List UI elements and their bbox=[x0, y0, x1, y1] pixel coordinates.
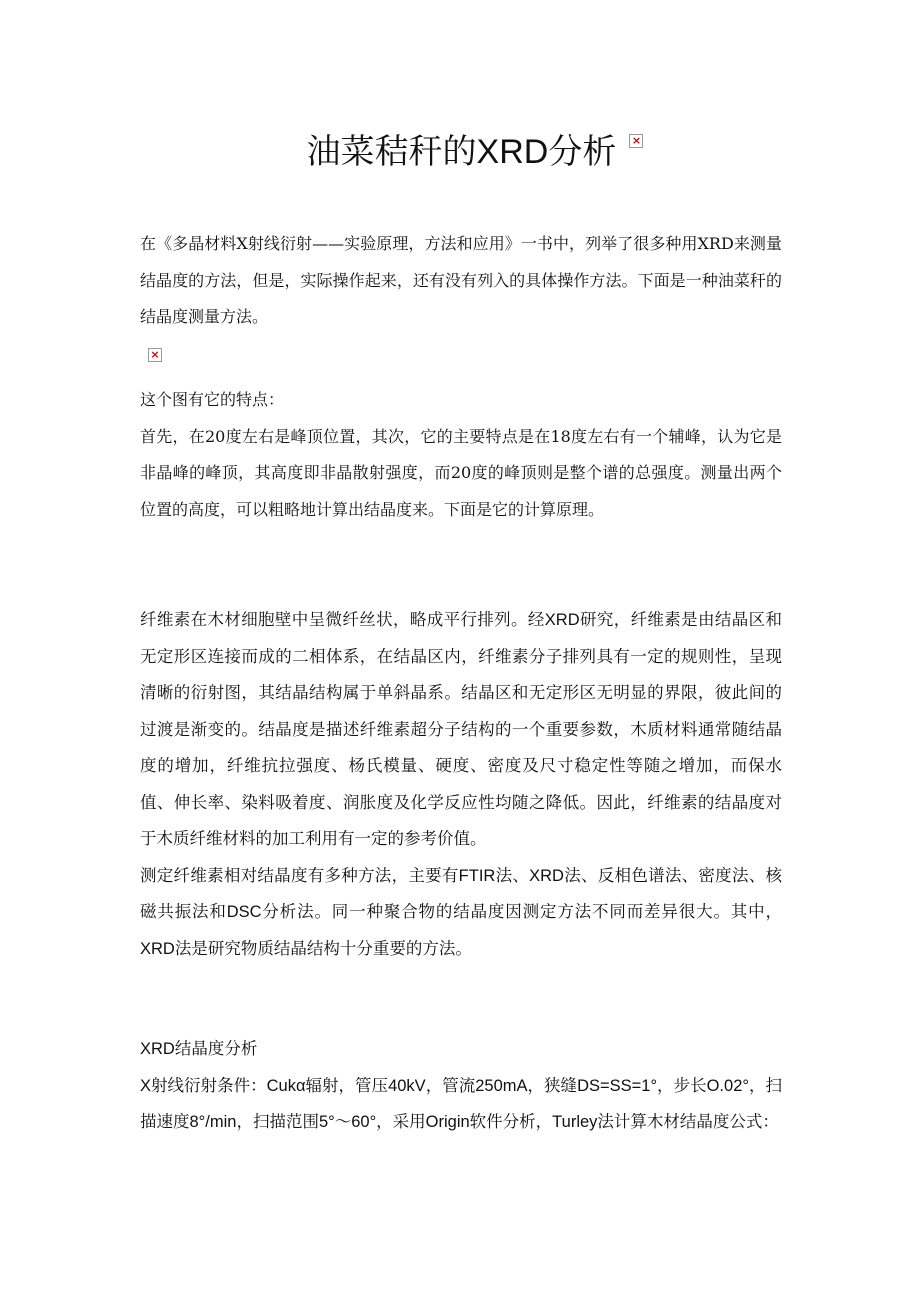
cellulose-paragraph: 纤维素在木材细胞壁中呈微纤丝状，略成平行排列。经XRD研究，纤维素是由结晶区和无定形区连接而成的二相体系，在结晶区内，纤维素分子排列具有一定的规则性，呈现清晰的衍射图，其结晶结构属于单斜晶系。结晶区和无定形区无明显的界限，彼此间的过渡是渐变的。结晶度是描述纤维素超分子结构的一个重要参数，木质材料通常随结晶度的增加，纤维抗拉强度、杨氏模量、硬度、密度及尺寸稳定性等随之增加，而保水值、伸长率、染料吸着度、润胀度及化学反应性均随之降低。因此，纤维素的结晶度对于木质纤维材料的加工利用有一定的参考价值。 bbox=[140, 611, 782, 848]
methods-paragraph: 测定纤维素相对结晶度有多种方法，主要有FTIR法、XRD法、反相色谱法、密度法、核磁共振法和DSC分析法。同一种聚合物的结晶度因测定方法不同而差异很大。其中，XRD法是研究物质结晶结构十分重要的方法。 bbox=[140, 866, 782, 958]
xrd-conditions-paragraph: X射线衍射条件：Cukα辐射，管压40kV，管流250mA，狭缝DS=SS=1°，步长O.02°，扫描速度8°/min，扫描范围5°～60°，采用Origin软件分析，Turley法计算木材结晶度公式： bbox=[140, 1076, 782, 1131]
broken-image-icon: × bbox=[148, 348, 162, 362]
figure-features-section bbox=[140, 382, 782, 528]
figure-features-paragraph: 首先，在20度左右是峰顶位置，其次，它的主要特点是在18度左右有一个辅峰，认为它是非晶峰的峰顶，其高度即非晶散射强度，而20度的峰顶则是整个谱的总强度。测量出两个位置的高度，可以粗略地计算出结晶度来。下面是它的计算原理。 bbox=[140, 426, 782, 519]
cellulose-section bbox=[140, 602, 782, 967]
title-row bbox=[0, 124, 920, 180]
broken-image-icon: × bbox=[629, 134, 643, 148]
page-title: 油菜秸秆的XRD分析 bbox=[306, 133, 617, 171]
figure-features-heading: 这个图有它的特点： bbox=[140, 390, 285, 409]
intro-section bbox=[140, 226, 782, 336]
xrd-heading: XRD结晶度分析 bbox=[140, 1040, 258, 1058]
xrd-section bbox=[140, 1031, 782, 1141]
intro-paragraph: 在《多晶材料X射线衍射——实验原理，方法和应用》一书中，列举了很多种用XRD来测量结晶度的方法，但是，实际操作起来，还有没有列入的具体操作方法。下面是一种油菜秆的结晶度测量方法。 bbox=[140, 234, 782, 326]
